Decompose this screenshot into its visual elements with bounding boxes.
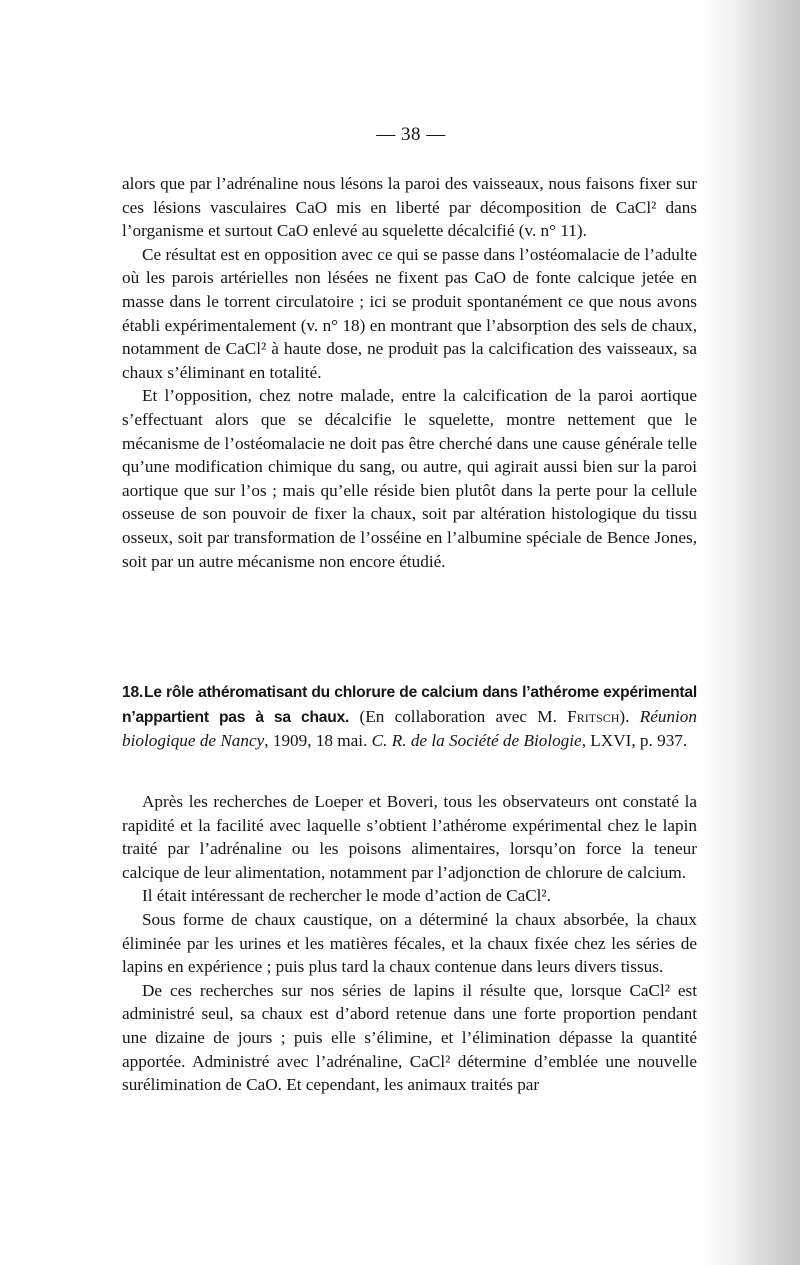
collaboration-prefix: (En collaboration avec M. <box>359 706 568 726</box>
paragraph: Sous forme de chaux caustique, on a déterminé la chaux absorbée, la chaux éliminée par les urines et les matières fécales, et la chaux fixée chez les séries de lapins en expérience ; puis plus tard la chaux contenue dans leurs divers tissus. <box>122 909 697 977</box>
page-number: — 38 — <box>376 124 446 145</box>
entry-date: , 1909, 18 mai. <box>264 731 372 751</box>
entry-18-heading <box>122 680 697 753</box>
journal-comptes-rendus: C. R. de la Société de Biologie <box>371 731 582 751</box>
paragraph: alors que par l’adrénaline nous lésons la paroi des vaisseaux, nous faisons fixer sur ces lésions vasculaires CaO mis en liberté par décomposition de CaCl² dans l’organisme et surtout CaO enlevé au squelette décalcifié (v. n° 11). <box>122 174 697 241</box>
paragraph: Il était intéressant de rechercher le mode d’action de CaCl². <box>142 886 551 906</box>
paragraph: Après les recherches de Loeper et Boveri, tous les observateurs ont constaté la rapidité et la facilité avec laquelle s’obtient l’athérome expérimental chez le lapin traité par l’adrénaline ou les poisons alimentaires, lorsqu’on force la teneur calcique de leur alimentation, notamment par l’adjonction de chlorure de calcium. <box>122 792 697 882</box>
entry-18-text <box>122 790 697 1097</box>
entry-title: Le rôle athéromatisant du chlorure de calcium dans l’athérome expérimental n’appartient pas à sa chaux. <box>122 684 697 726</box>
collaboration-suffix: ). <box>619 706 630 726</box>
paragraph: De ces recherches sur nos séries de lapins il résulte que, lorsque CaCl² est administré seul, sa chaux est d’abord retenue dans une forte proportion pendant une dizaine de jours ; puis elle s’élimine, et l’élimination dépasse la quantité apportée. Administré avec l’adrénaline, CaCl² détermine d’emblée une nouvelle surélimination de CaO. Et cependant, les animaux traités par <box>122 980 697 1095</box>
entry-volume: , LXVI, p. 937. <box>581 731 688 751</box>
continued-section <box>122 172 697 573</box>
journal-reunion: Réunion biologique de Nancy <box>122 706 697 751</box>
paragraph: Ce résultat est en opposition avec ce qui se passe dans l’ostéomalacie de l’adulte où les parois artérielles non lésées ne fixent pas CaO de fonte calcique jetée en masse dans le torrent circulatoire ; ici se produit spontanément ce que nous avons établi expérimentalement (v. n° 18) en montrant que l’absorption des sels de chaux, notamment de CaCl² à haute dose, ne produit pas la calcification des vaisseaux, sa chaux s’éliminant en totalité. <box>122 244 697 382</box>
entry-number: 18. <box>122 684 144 701</box>
paragraph: Et l’opposition, chez notre malade, entre la calcification de la paroi aortique s’effectuant alors que se décalcifie le squelette, montre nettement que le mécanisme de l’ostéomalacie ne doit pas être cherché dans une cause générale telle qu’une modification chimique du sang, ou autre, qui agirait aussi bien sur la paroi aortique que sur l’os ; mais qu’elle réside bien plutôt dans la perte pour la cellule osseuse de son pouvoir de fixer la chaux, soit par altération histologique du tissu osseux, soit par transformation de l’osséine en l’albumine spéciale de Bence Jones, soit par un autre mécanisme non encore étudié. <box>122 386 697 571</box>
collaborator-name: Fritsch <box>567 706 620 726</box>
